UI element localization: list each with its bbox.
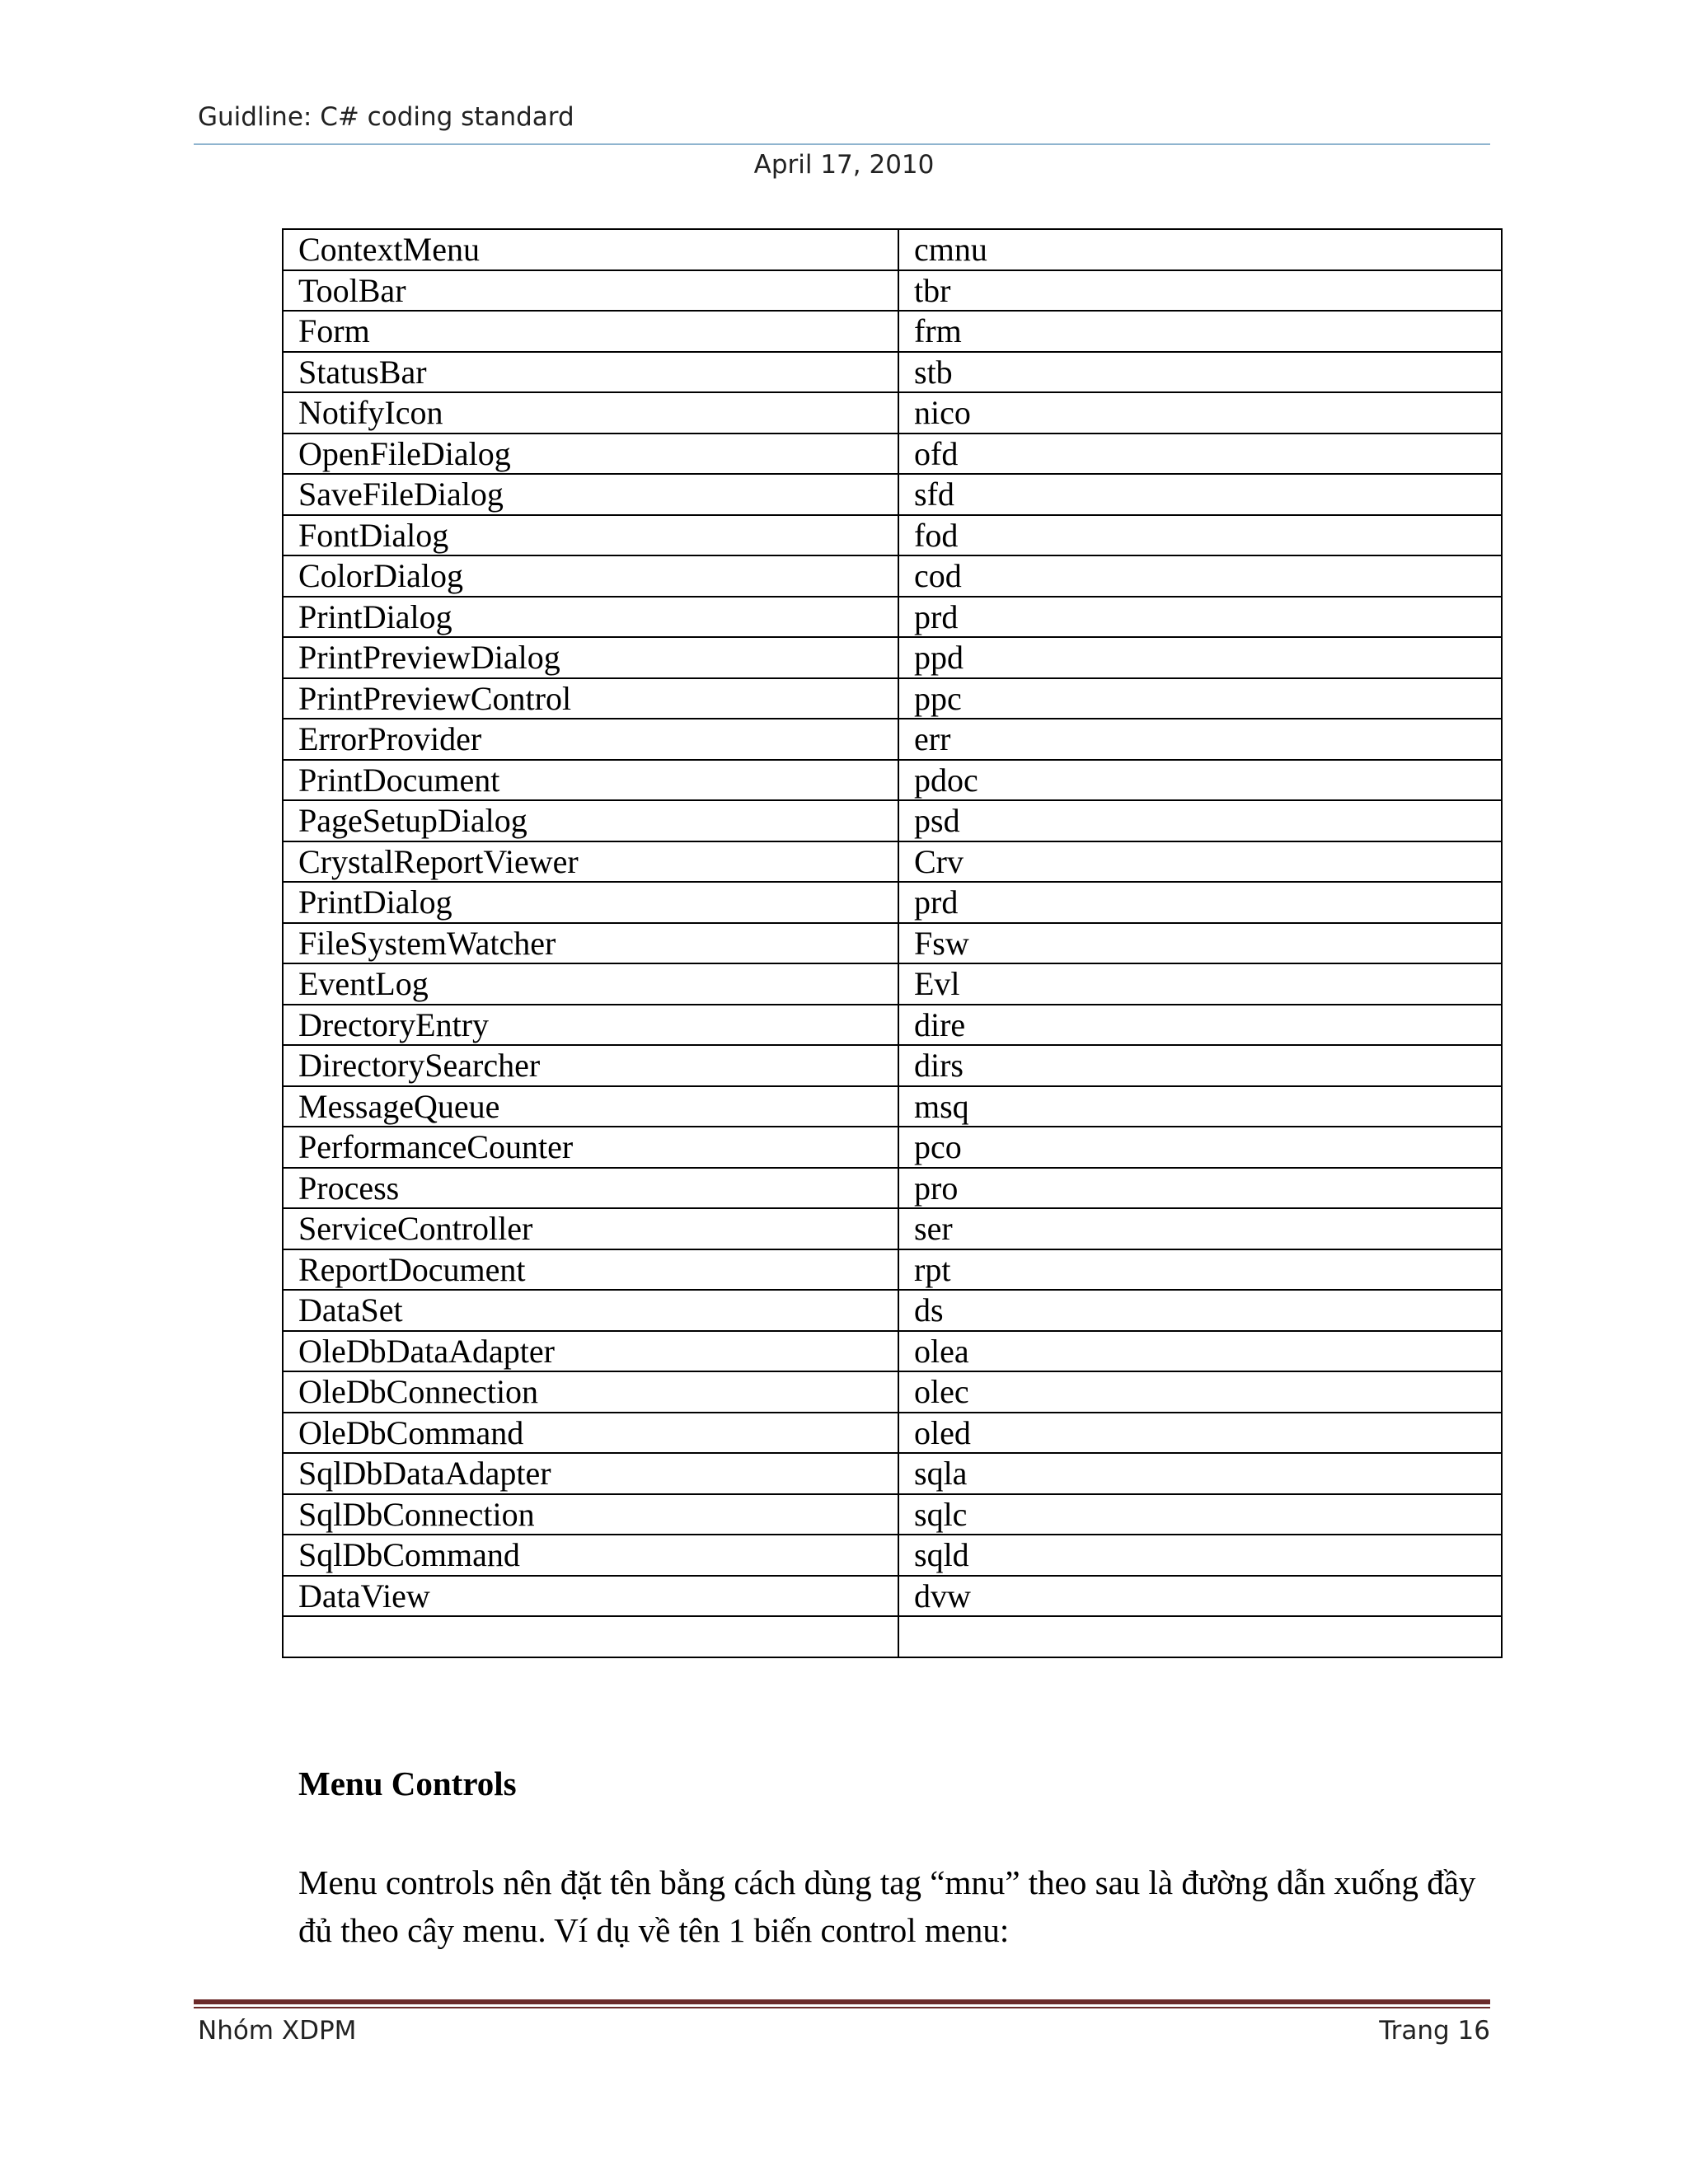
table-row <box>283 760 1502 801</box>
table-row <box>283 841 1502 883</box>
prefix-cell: frm <box>898 311 1502 352</box>
table-row <box>283 1535 1502 1576</box>
table-row <box>283 352 1502 393</box>
prefix-cell: Evl <box>898 963 1502 1005</box>
table-row <box>283 1168 1502 1209</box>
control-name-cell: NotifyIcon <box>283 392 898 434</box>
prefix-cell: ds <box>898 1290 1502 1331</box>
table-row <box>283 1413 1502 1454</box>
prefix-cell: pro <box>898 1168 1502 1209</box>
control-name-cell: DataSet <box>283 1290 898 1331</box>
table-row <box>283 1576 1502 1617</box>
control-name-cell: SaveFileDialog <box>283 474 898 515</box>
table-row <box>283 597 1502 638</box>
table-row <box>283 434 1502 475</box>
control-name-cell: ColorDialog <box>283 555 898 597</box>
control-name-cell: DirectorySearcher <box>283 1045 898 1086</box>
control-name-cell: SqlDbCommand <box>283 1535 898 1576</box>
table-row <box>283 963 1502 1005</box>
prefix-cell: prd <box>898 597 1502 638</box>
table-row <box>283 1127 1502 1168</box>
control-name-cell: SqlDbConnection <box>283 1494 898 1535</box>
prefix-cell: ppc <box>898 678 1502 719</box>
table-row <box>283 1290 1502 1331</box>
control-name-cell: MessageQueue <box>283 1086 898 1127</box>
prefix-cell: stb <box>898 352 1502 393</box>
control-name-cell: PrintDocument <box>283 760 898 801</box>
control-name-cell: OleDbCommand <box>283 1413 898 1454</box>
control-name-cell: ReportDocument <box>283 1249 898 1291</box>
prefix-cell: cmnu <box>898 229 1502 270</box>
table-row <box>283 882 1502 923</box>
table-row <box>283 474 1502 515</box>
table-body <box>283 229 1502 1657</box>
prefix-cell: rpt <box>898 1249 1502 1291</box>
table-row <box>283 1494 1502 1535</box>
section-paragraph: Menu controls nên đặt tên bằng cách dùng tag “mnu” theo sau là đường dẫn xuống đầy đủ theo cây menu. Ví dụ về tên 1 biến control menu: <box>298 1863 1476 1949</box>
prefix-cell: pco <box>898 1127 1502 1168</box>
control-name-cell: ContextMenu <box>283 229 898 270</box>
table-row <box>283 719 1502 760</box>
control-name-cell: ToolBar <box>283 270 898 312</box>
prefix-cell: fod <box>898 515 1502 556</box>
prefix-cell: err <box>898 719 1502 760</box>
table-row <box>283 1616 1502 1657</box>
prefix-cell: pdoc <box>898 760 1502 801</box>
table-row <box>283 1371 1502 1413</box>
table-row <box>283 1249 1502 1291</box>
table-row <box>283 923 1502 964</box>
table-row <box>283 229 1502 270</box>
footer-divider-thin <box>194 2007 1490 2008</box>
prefix-cell: Crv <box>898 841 1502 883</box>
control-name-cell: CrystalReportViewer <box>283 841 898 883</box>
prefix-cell: cod <box>898 555 1502 597</box>
control-name-cell: ErrorProvider <box>283 719 898 760</box>
prefix-cell: sqlc <box>898 1494 1502 1535</box>
control-name-cell: FileSystemWatcher <box>283 923 898 964</box>
control-name-cell: PrintPreviewDialog <box>283 637 898 678</box>
prefix-cell: msq <box>898 1086 1502 1127</box>
footer-divider <box>194 1999 1490 2004</box>
table-row <box>283 1453 1502 1494</box>
table-row <box>283 637 1502 678</box>
prefix-cell: sfd <box>898 474 1502 515</box>
section-heading: Menu Controls <box>298 1765 517 1802</box>
prefix-cell: dire <box>898 1005 1502 1046</box>
prefix-cell: nico <box>898 392 1502 434</box>
table-row <box>283 1208 1502 1249</box>
prefix-cell: ofd <box>898 434 1502 475</box>
control-name-cell: SqlDbDataAdapter <box>283 1453 898 1494</box>
prefix-cell: Fsw <box>898 923 1502 964</box>
table-row <box>283 270 1502 312</box>
control-name-cell: FontDialog <box>283 515 898 556</box>
control-name-cell: OpenFileDialog <box>283 434 898 475</box>
control-name-cell: Form <box>283 311 898 352</box>
table-row <box>283 1005 1502 1046</box>
table-row <box>283 311 1502 352</box>
prefix-cell <box>898 1616 1502 1657</box>
control-name-cell: DataView <box>283 1576 898 1617</box>
table-row <box>283 1331 1502 1372</box>
header-title: Guidline: C# coding standard <box>198 102 574 132</box>
prefix-cell: olec <box>898 1371 1502 1413</box>
control-name-cell: DrectoryEntry <box>283 1005 898 1046</box>
control-name-cell: OleDbConnection <box>283 1371 898 1413</box>
footer-group-name: Nhóm XDPM <box>198 2016 357 2046</box>
prefix-cell: prd <box>898 882 1502 923</box>
footer-page-number: Trang 16 <box>1379 2016 1490 2046</box>
table-row <box>283 1086 1502 1127</box>
prefix-cell: sqla <box>898 1453 1502 1494</box>
table-row <box>283 555 1502 597</box>
prefix-cell: dvw <box>898 1576 1502 1617</box>
control-name-cell: PrintDialog <box>283 597 898 638</box>
prefix-cell: oled <box>898 1413 1502 1454</box>
prefix-cell: ppd <box>898 637 1502 678</box>
table-row <box>283 515 1502 556</box>
prefix-cell: tbr <box>898 270 1502 312</box>
control-prefix-table <box>282 228 1503 1658</box>
prefix-cell: sqld <box>898 1535 1502 1576</box>
control-name-cell: EventLog <box>283 963 898 1005</box>
table-row <box>283 1045 1502 1086</box>
table-row <box>283 800 1502 841</box>
table-row <box>283 392 1502 434</box>
control-name-cell: PerformanceCounter <box>283 1127 898 1168</box>
table-row <box>283 678 1502 719</box>
control-name-cell <box>283 1616 898 1657</box>
prefix-cell: dirs <box>898 1045 1502 1086</box>
prefix-cell: ser <box>898 1208 1502 1249</box>
control-name-cell: ServiceController <box>283 1208 898 1249</box>
control-name-cell: PrintPreviewControl <box>283 678 898 719</box>
header-divider <box>194 143 1490 145</box>
control-name-cell: PageSetupDialog <box>283 800 898 841</box>
control-name-cell: StatusBar <box>283 352 898 393</box>
control-name-cell: PrintDialog <box>283 882 898 923</box>
control-name-cell: Process <box>283 1168 898 1209</box>
prefix-cell: psd <box>898 800 1502 841</box>
prefix-cell: olea <box>898 1331 1502 1372</box>
header-date: April 17, 2010 <box>753 150 935 180</box>
control-name-cell: OleDbDataAdapter <box>283 1331 898 1372</box>
